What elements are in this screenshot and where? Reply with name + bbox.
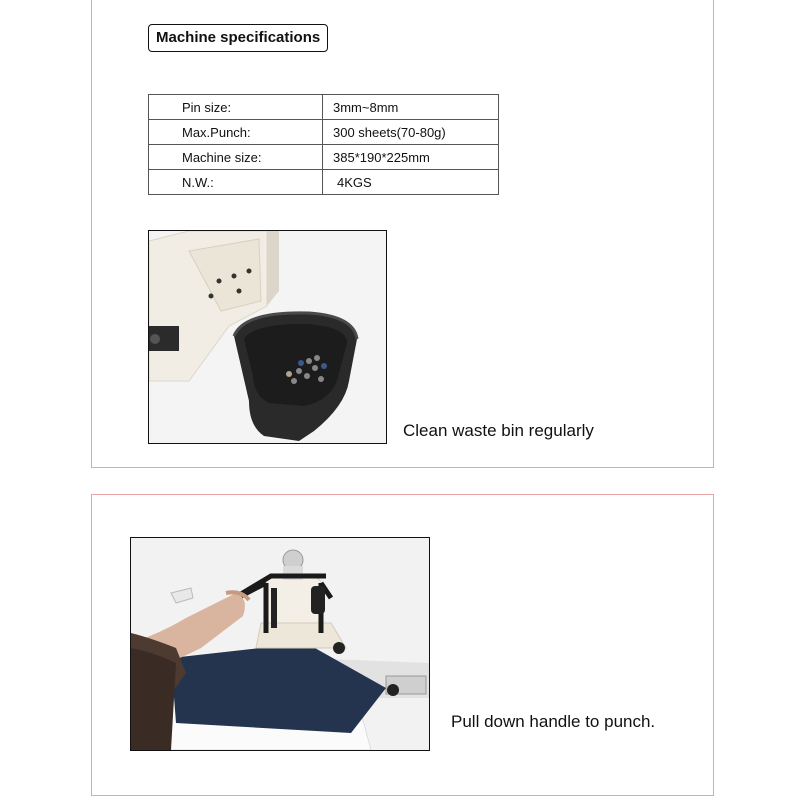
punch-handle-caption: Pull down handle to punch. [451,712,656,731]
table-row [149,145,499,170]
specifications-title: Machine specifications [148,24,328,52]
spec-value: 3mm~8mm [323,95,499,120]
table-row [149,120,499,145]
punch-handle-illustration [131,538,429,750]
waste-bin-caption: Clean waste bin regularly [403,421,594,440]
spec-label: Pin size: [149,95,323,120]
specifications-table [148,94,499,195]
spec-value: 300 sheets(70-80g) [323,120,499,145]
punch-instruction-panel [91,494,714,796]
punch-handle-photo [130,537,430,751]
waste-bin-photo [148,230,387,444]
spec-label: N.W.: [149,170,323,195]
waste-bin-illustration [149,231,386,443]
table-row [149,170,499,195]
table-row [149,95,499,120]
spec-value: 385*190*225mm [323,145,499,170]
spec-label: Machine size: [149,145,323,170]
spec-label: Max.Punch: [149,120,323,145]
specifications-panel [91,0,714,468]
spec-value: 4KGS [323,170,499,195]
